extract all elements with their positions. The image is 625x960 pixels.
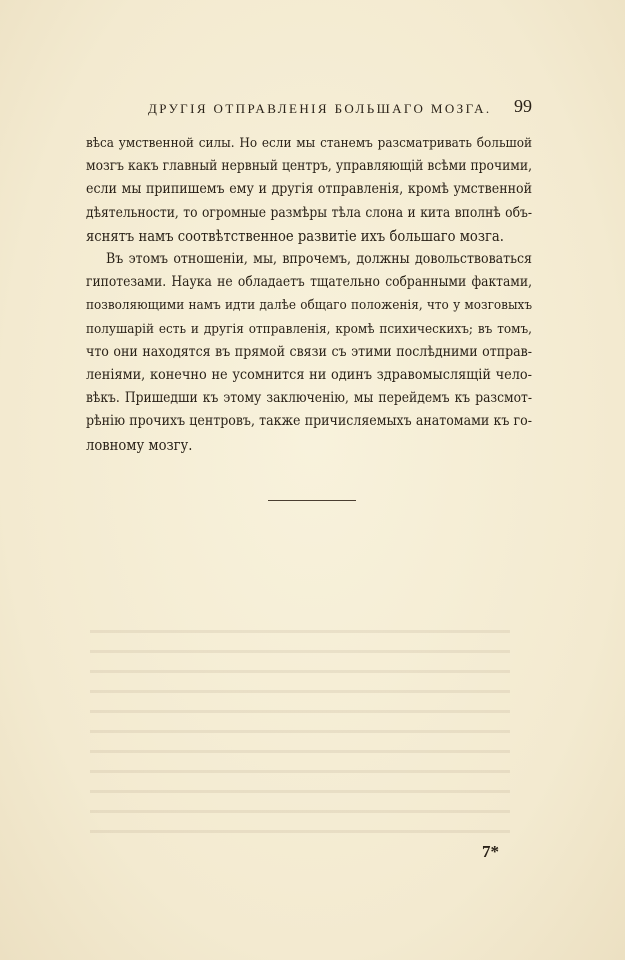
paragraph-1 (86, 132, 532, 248)
text-line: леніями, конечно не усомнится ни одинъ здравомыслящій чело- (86, 367, 532, 384)
paragraph-2 (86, 248, 532, 457)
text-line: вѣса умственной силы. Но если мы станемъ разсматривать большой (86, 136, 532, 151)
running-title: ДРУГІЯ ОТПРАВЛЕНІЯ БОЛЬШАГО МОЗГА. (148, 101, 492, 116)
text-line: полушарій есть и другія отправленія, кромѣ психическихъ; въ томъ, (86, 321, 532, 337)
text-line: вѣкъ. Пришедши къ этому заключенію, мы перейдемъ къ разсмот- (86, 390, 532, 407)
text-line: мозгъ какъ главный нервный центръ, управляющій всѣми прочими, (86, 158, 532, 175)
text-line: Въ этомъ отношеніи, мы, впрочемъ, должны довольствоваться (106, 251, 532, 268)
text-line: если мы припишемъ ему и другія отправленія, кромѣ умственной (86, 181, 532, 198)
text-line: гипотезами. Наука не обладаетъ тщательно собранными фактами, (86, 274, 532, 291)
section-separator-rule (268, 500, 356, 501)
text-line: рѣнію прочихъ центровъ, также причисляемыхъ анатомами къ го- (86, 413, 532, 430)
show-through-texture (90, 620, 510, 850)
text-line: дѣятельности, то огромные размѣры тѣла слона и кита вполнѣ объ- (86, 204, 532, 221)
text-line: яснятъ намъ соотвѣтственное развитіе ихъ большаго мозга. (86, 227, 504, 245)
text-line: что они находятся въ прямой связи съ этими послѣдними отправ- (86, 343, 532, 360)
body-text (86, 132, 532, 457)
text-line: ловному мозгу. (86, 436, 193, 454)
text-line: позволяющими намъ идти далѣе общаго положенія, что у мозговыхъ (86, 298, 532, 314)
signature-mark: 7* (482, 842, 499, 861)
page-number: 99 (514, 96, 532, 116)
